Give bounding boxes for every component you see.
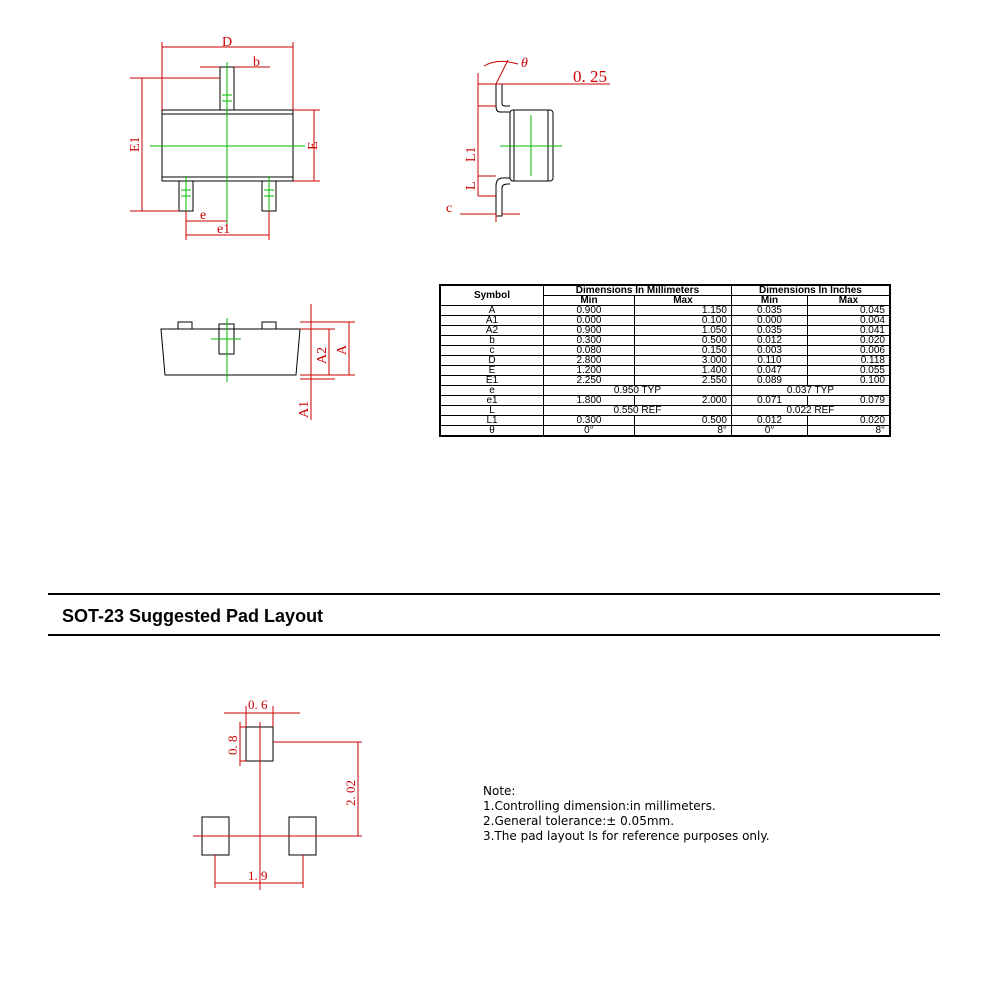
table-cell: 0.900 <box>544 326 635 336</box>
table-row <box>440 376 890 386</box>
table-cell: 0.300 <box>544 416 635 426</box>
mm-max-header: Max <box>634 296 731 306</box>
table-row <box>440 336 890 346</box>
section-bottom-rule <box>48 634 940 636</box>
label-A2: A2 <box>315 346 330 364</box>
table-cell: 0.037 TYP <box>731 386 890 396</box>
in-min-header: Min <box>731 296 807 306</box>
label-b: b <box>253 55 260 70</box>
label-A1: A1 <box>297 400 312 418</box>
table-cell: 1.400 <box>634 366 731 376</box>
table-cell: E <box>440 366 544 376</box>
notes-title: Note: <box>483 784 516 798</box>
table-row <box>440 406 890 416</box>
table-cell: 1.150 <box>634 306 731 316</box>
table-cell: A2 <box>440 326 544 336</box>
section-top-rule <box>48 593 940 595</box>
table-cell: 0.041 <box>808 326 890 336</box>
note-item: 1.Controlling dimension:in millimeters. <box>483 799 716 813</box>
table-cell: 1.050 <box>634 326 731 336</box>
table-cell: 0.500 <box>634 336 731 346</box>
table-cell: 0.080 <box>544 346 635 356</box>
table-cell: 0.020 <box>808 416 890 426</box>
table-cell: 8° <box>808 426 890 437</box>
table-cell: D <box>440 356 544 366</box>
inch-header: Dimensions In Inches <box>731 285 890 296</box>
table-cell: E1 <box>440 376 544 386</box>
label-A: A <box>335 344 350 355</box>
label-e: e <box>200 208 207 223</box>
label-D: D <box>222 35 233 50</box>
table-row <box>440 316 890 326</box>
mm-header: Dimensions In Millimeters <box>544 285 732 296</box>
table-cell: 0.118 <box>808 356 890 366</box>
table-cell: 0.004 <box>808 316 890 326</box>
table-cell: L <box>440 406 544 416</box>
table-cell: 0.006 <box>808 346 890 356</box>
table-cell: 0.079 <box>808 396 890 406</box>
table-cell: 2.800 <box>544 356 635 366</box>
table-cell: 0.035 <box>731 326 807 336</box>
table-cell: e <box>440 386 544 396</box>
label-E: E <box>306 141 321 150</box>
table-cell: b <box>440 336 544 346</box>
in-max-header: Max <box>808 296 890 306</box>
table-cell: 0° <box>731 426 807 437</box>
table-cell: 0.000 <box>731 316 807 326</box>
table-cell: 0.150 <box>634 346 731 356</box>
table-cell: 0.022 REF <box>731 406 890 416</box>
pad-width-label: 0. 6 <box>248 697 268 712</box>
table-cell: θ <box>440 426 544 437</box>
table-cell: 0.550 REF <box>544 406 732 416</box>
table-cell: e1 <box>440 396 544 406</box>
table-cell: A1 <box>440 316 544 326</box>
table-cell: c <box>440 346 544 356</box>
table-cell: 1.200 <box>544 366 635 376</box>
table-row <box>440 326 890 336</box>
table-row <box>440 426 890 437</box>
table-cell: 1.800 <box>544 396 635 406</box>
table-cell: 0° <box>544 426 635 437</box>
pad-pitch-x-label: 1. 9 <box>248 868 268 883</box>
table-row <box>440 366 890 376</box>
table-cell: 3.000 <box>634 356 731 366</box>
table-cell: 0.100 <box>634 316 731 326</box>
table-row <box>440 396 890 406</box>
table-cell: 0.500 <box>634 416 731 426</box>
table-cell: 0.000 <box>544 316 635 326</box>
pad-height-label: 0. 8 <box>225 735 240 755</box>
table-row <box>440 356 890 366</box>
notes <box>483 784 770 844</box>
section-title: SOT-23 Suggested Pad Layout <box>62 606 324 626</box>
table-cell: 0.300 <box>544 336 635 346</box>
table-cell: A <box>440 306 544 316</box>
label-gauge: 0. 25 <box>573 67 607 86</box>
note-item: 3.The pad layout Is for reference purposes only. <box>483 829 770 843</box>
table-cell: 0.950 TYP <box>544 386 732 396</box>
label-E1: E1 <box>128 136 143 152</box>
table-cell: 2.550 <box>634 376 731 386</box>
table-cell: 0.045 <box>808 306 890 316</box>
table-cell: L1 <box>440 416 544 426</box>
table-cell: 0.003 <box>731 346 807 356</box>
table-cell: 0.089 <box>731 376 807 386</box>
label-L1: L1 <box>464 146 479 162</box>
mm-min-header: Min <box>544 296 635 306</box>
table-row <box>440 416 890 426</box>
dimension-table-body <box>440 306 890 437</box>
table-cell: 0.110 <box>731 356 807 366</box>
table-cell: 0.012 <box>731 336 807 346</box>
table-cell: 0.071 <box>731 396 807 406</box>
label-L: L <box>464 181 479 190</box>
table-cell: 0.900 <box>544 306 635 316</box>
pad-pitch-y-label: 2. 02 <box>343 780 358 806</box>
note-item: 2.General tolerance:± 0.05mm. <box>483 814 675 828</box>
table-row <box>440 306 890 316</box>
label-theta: θ <box>521 56 528 71</box>
symbol-header: Symbol <box>440 285 544 306</box>
table-cell: 2.000 <box>634 396 731 406</box>
label-c: c <box>446 201 453 216</box>
table-cell: 0.035 <box>731 306 807 316</box>
table-cell: 8° <box>634 426 731 437</box>
table-cell: 0.012 <box>731 416 807 426</box>
table-cell: 0.047 <box>731 366 807 376</box>
table-cell: 0.055 <box>808 366 890 376</box>
table-cell: 0.100 <box>808 376 890 386</box>
dimension-table <box>439 284 891 437</box>
table-row <box>440 346 890 356</box>
label-e1: e1 <box>217 222 231 237</box>
table-row <box>440 386 890 396</box>
table-cell: 2.250 <box>544 376 635 386</box>
table-cell: 0.020 <box>808 336 890 346</box>
